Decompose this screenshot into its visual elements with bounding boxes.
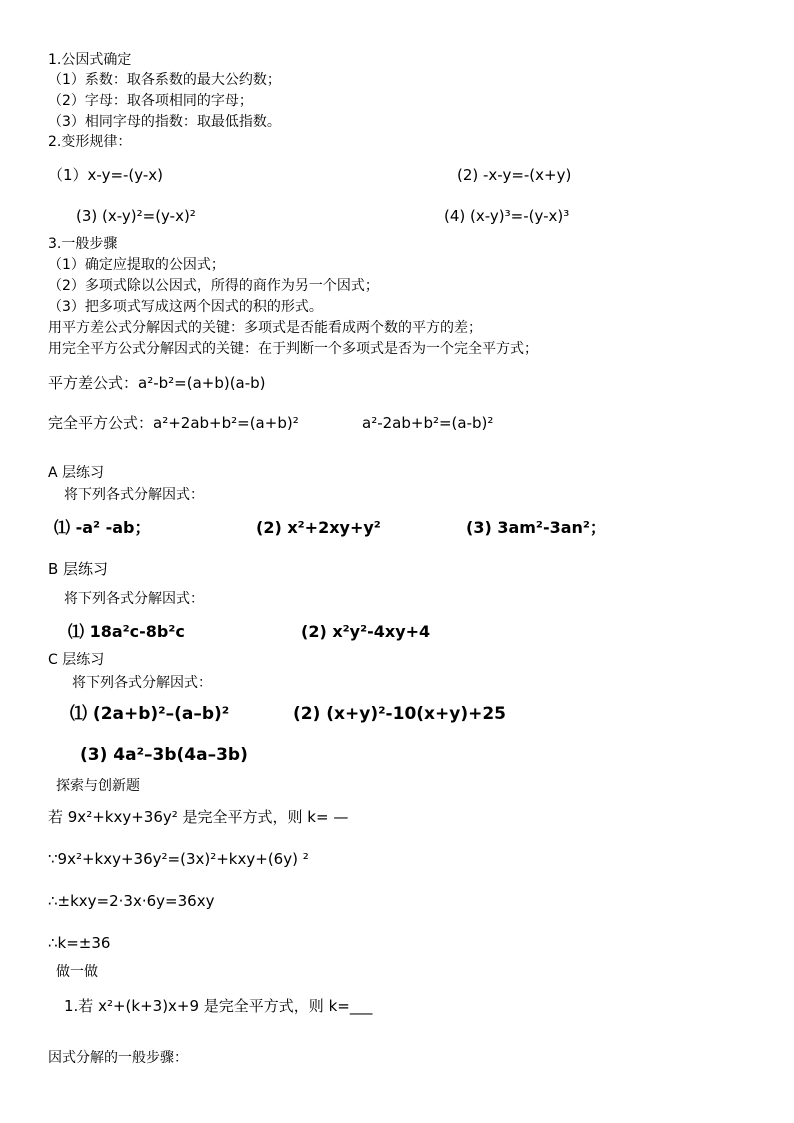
final-heading: 因式分解的一般步骤： (48, 1050, 188, 1066)
try-it-question: 1.若 x²+(k+3)x+9 是完全平方式，则 k=___ (64, 997, 373, 1015)
key-point-perfect-square: 用完全平方公式分解因式的关键：在于判断一个多项式是否为一个完全平方式； (48, 341, 538, 357)
explore-question: 若 9x²+kxy+36y² 是完全平方式，则 k= — (48, 808, 349, 826)
section-3-item-3: （3）把多项式写成这两个因式的积的形式。 (48, 299, 323, 315)
key-point-difference: 用平方差公式分解因式的关键：多项式是否能看成两个数的平方的差； (48, 320, 482, 336)
explore-title: 探索与创新题 (56, 778, 140, 794)
rule-2: (2) -x-y=-(x+y) (457, 166, 572, 184)
level-a-instruction: 将下列各式分解因式： (64, 487, 204, 503)
level-a-problem-3: (3) 3am²-3an²； (466, 518, 606, 537)
rule-3: (3) (x-y)²=(y-x)² (76, 207, 196, 225)
level-a-title: A 层练习 (48, 465, 105, 481)
level-b-problem-1: ⑴ 18a²c-8b²c (68, 622, 185, 641)
rule-4: (4) (x-y)³=-(y-x)³ (444, 207, 570, 225)
level-b-instruction: 将下列各式分解因式： (64, 591, 204, 607)
explore-step-1: ∵9x²+kxy+36y²=(3x)²+kxy+(6y) ² (48, 850, 309, 868)
level-b-title: B 层练习 (48, 560, 109, 578)
formula-perfect-square-plus: 完全平方公式：a²+2ab+b²=(a+b)² (48, 414, 299, 432)
section-3-item-2: （2）多项式除以公因式，所得的商作为另一个因式； (48, 278, 379, 294)
level-a-problem-2: (2) x²+2xy+y² (256, 518, 381, 537)
section-1-item-3: （3）相同字母的指数：取最低指数。 (48, 114, 281, 130)
formula-difference-of-squares: 平方差公式：a²-b²=(a+b)(a-b) (48, 374, 266, 392)
explore-step-2: ∴±kxy=2·3x·6y=36xy (48, 892, 215, 910)
rule-1: （1）x-y=-(y-x) (48, 166, 164, 184)
level-c-problem-3: (3) 4a²–3b(4a–3b) (80, 745, 248, 765)
section-1-item-2: （2）字母：取各项相同的字母； (48, 93, 253, 109)
level-c-title: C 层练习 (48, 652, 105, 668)
section-1-item-1: （1）系数：取各系数的最大公约数； (48, 72, 281, 88)
level-c-instruction: 将下列各式分解因式： (72, 675, 212, 691)
level-c-problem-1: ⑴ (2a+b)²–(a–b)² (70, 704, 230, 724)
section-3-title: 3.一般步骤 (48, 236, 118, 252)
try-it-title: 做一做 (56, 964, 98, 980)
level-a-problem-1: ⑴ -a² -ab； (54, 518, 151, 537)
explore-step-3: ∴k=±36 (48, 934, 111, 952)
level-c-problem-2: (2) (x+y)²-10(x+y)+25 (293, 704, 507, 724)
level-b-problem-2: (2) x²y²-4xy+4 (301, 622, 431, 641)
section-1-title: 1.公因式确定 (48, 52, 132, 68)
formula-perfect-square-minus: a²-2ab+b²=(a-b)² (362, 414, 494, 432)
section-3-item-1: （1）确定应提取的公因式； (48, 257, 225, 273)
section-2-title: 2.变形规律： (48, 134, 132, 150)
